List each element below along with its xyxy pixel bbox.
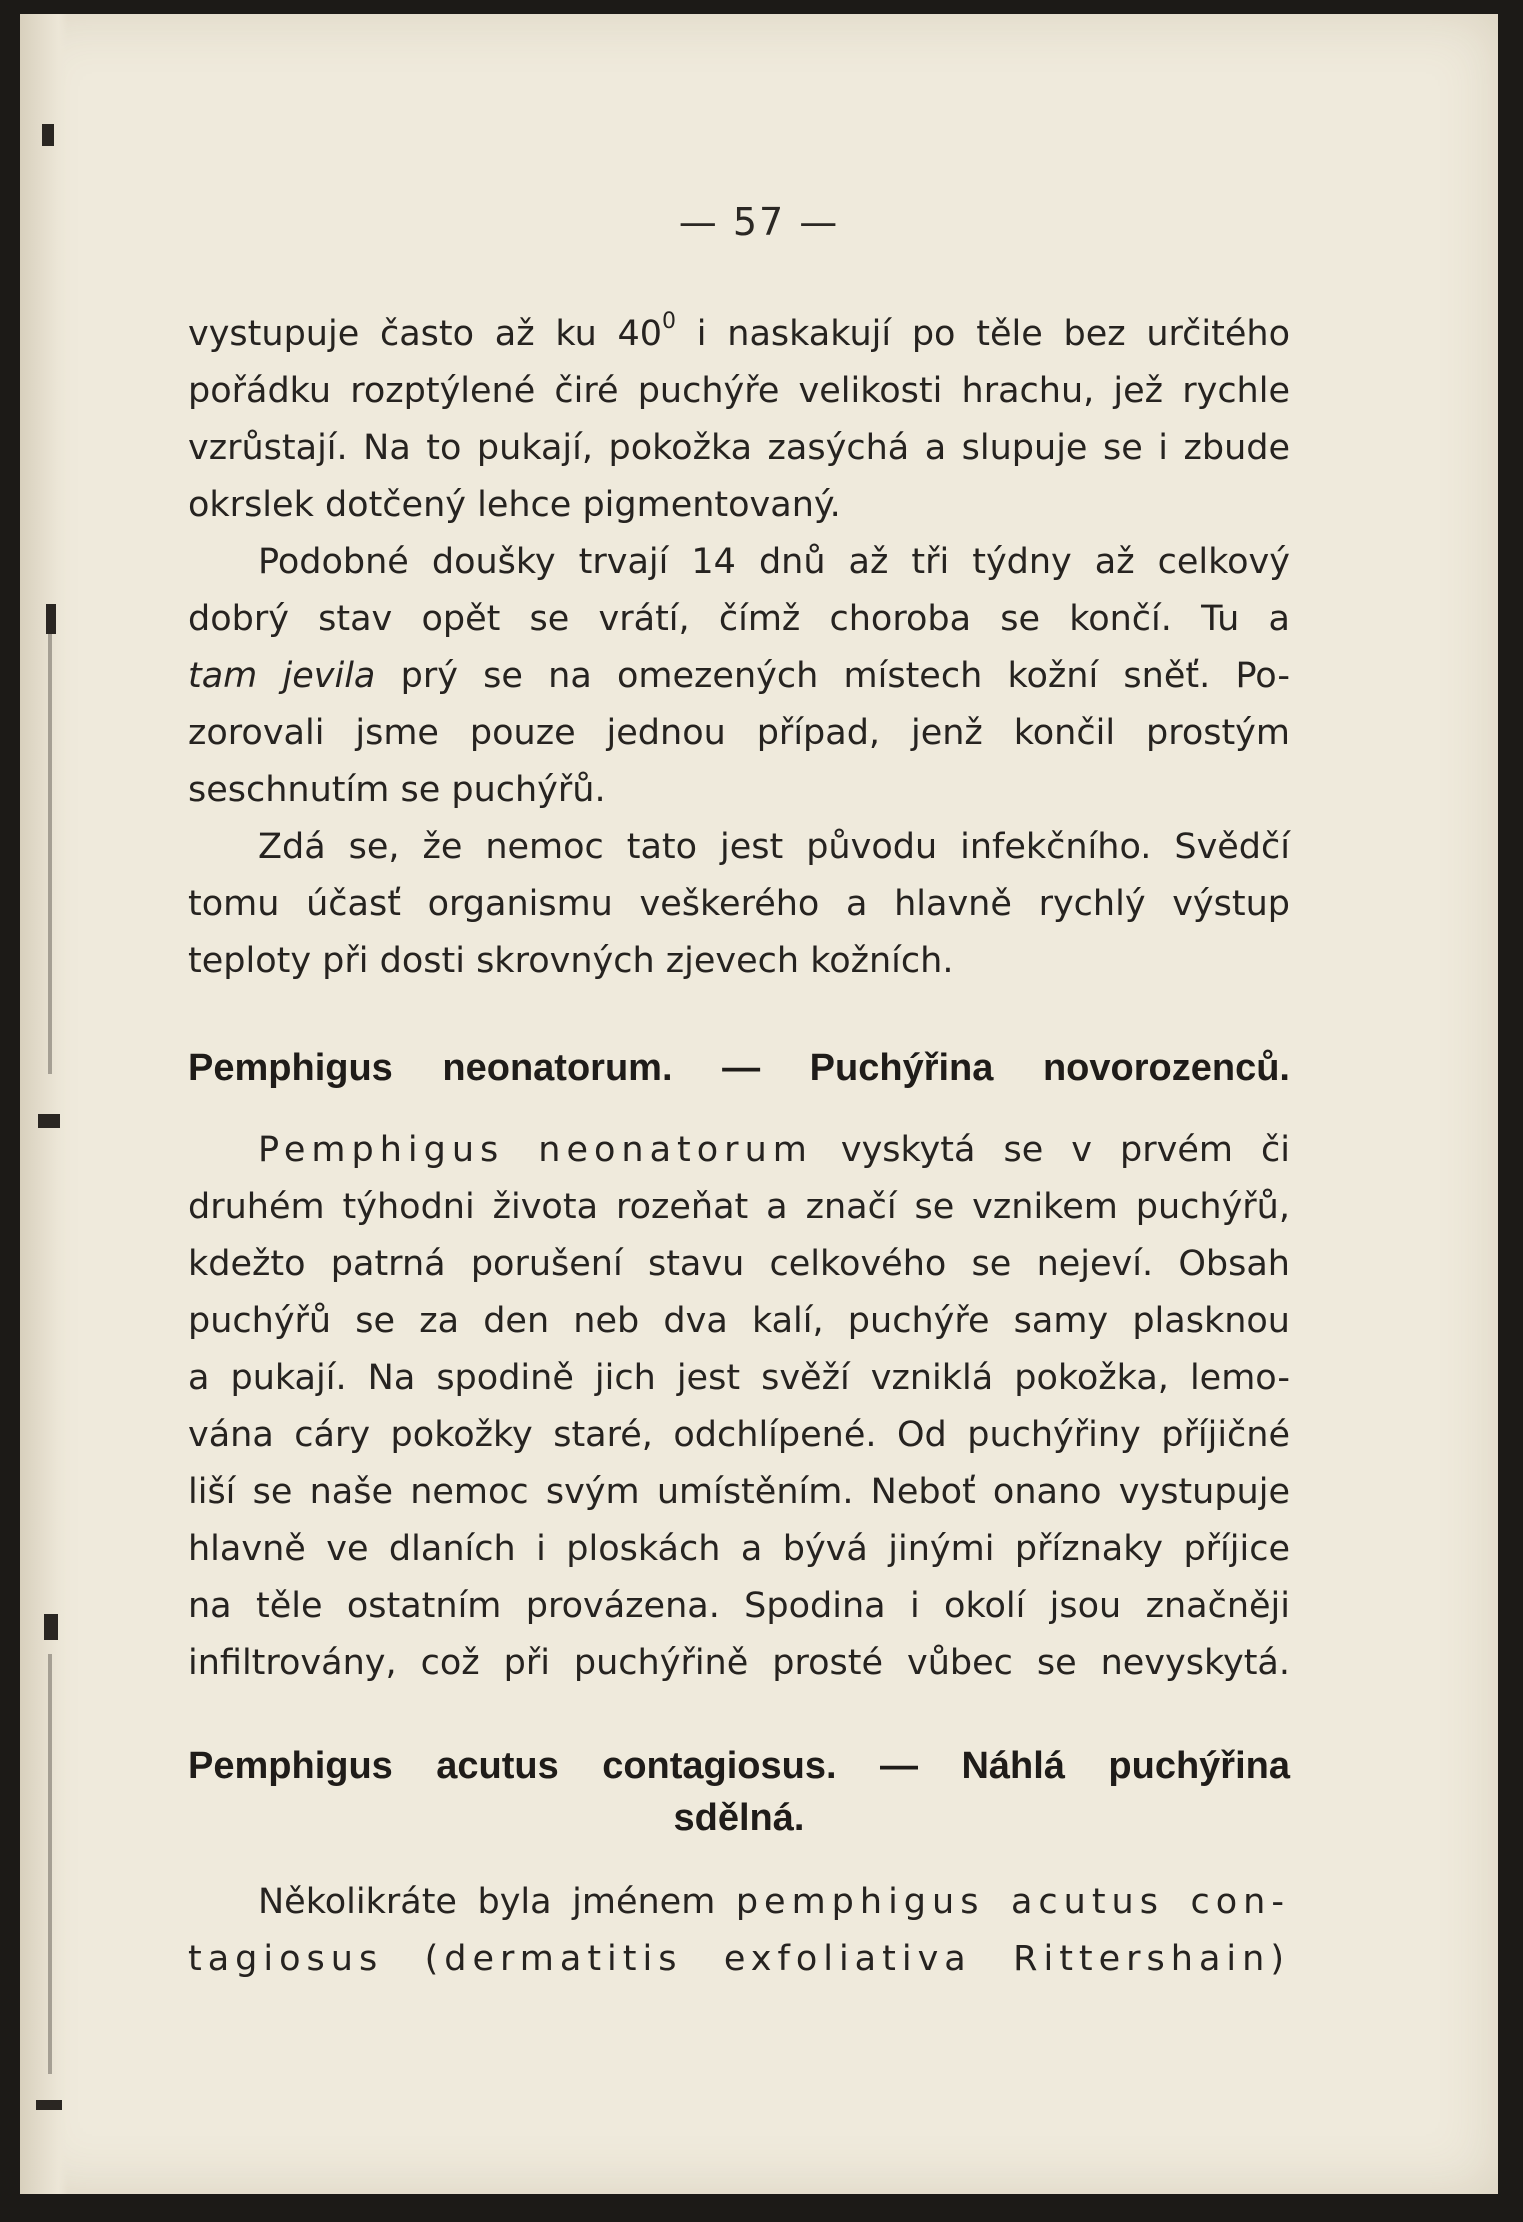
heading-text: Pemphigus acutus contagiosus. — Náhlá puchýřina (188, 1745, 1290, 1787)
pemphigus-neonatorum-paragraph (188, 1122, 1290, 1692)
text-line: na těle ostatním provázena. Spodina i okolí jsou značněji (188, 1586, 1290, 1626)
heading-text: sdělná. (673, 1797, 805, 1839)
binding-stitch-line (48, 634, 52, 1074)
text-line: seschnutím se puchýřů. (188, 770, 606, 810)
pemphigus-acutus-paragraph (188, 1874, 1290, 1988)
text-line: Několikráte byla jménem pemphigus acutus con- (258, 1882, 1290, 1922)
text-line: tam jevila prý se na omezených místech kožní sněť. Po- (188, 656, 1291, 696)
text-line: dobrý stav opět se vrátí, čímž choroba se končí. Tu a (188, 599, 1290, 639)
text-line: tomu účasť organismu veškerého a hlavně rychlý výstup (188, 884, 1290, 924)
binding-thread-mark (46, 604, 56, 634)
section-heading-pemphigus-acutus (188, 1740, 1290, 1844)
text-line: liší se naše nemoc svým umístěním. Neboť onano vystupuje (188, 1472, 1290, 1512)
text-line: Zdá se, že nemoc tato jest původu infekčního. Svědčí (258, 827, 1290, 867)
text-line: vána cáry pokožky staré, odchlípené. Od puchýřiny příjičné (188, 1415, 1290, 1455)
binding-thread-mark (36, 2100, 62, 2110)
section-heading-pemphigus-neonatorum (188, 1042, 1290, 1094)
text-line: puchýřů se za den neb dva kalí, puchýře samy plasknou (188, 1301, 1290, 1341)
text-line: teploty při dosti skrovných zjevech kožních. (188, 941, 954, 981)
text-line: okrslek dotčený lehce pigmentovaný. (188, 485, 841, 525)
text-line: vystupuje často až ku $40^0$ i naskakují po těle bez určitého (188, 309, 1290, 354)
text-line: hlavně ve dlaních i ploskách a bývá jinými příznaky příjice (188, 1529, 1290, 1569)
binding-thread-mark (44, 1614, 58, 1640)
binding-thread-mark (38, 1114, 60, 1128)
intro-paragraphs (188, 306, 1290, 990)
text-line: Podobné doušky trvají 14 dnů až tři týdny až celkový (258, 542, 1290, 582)
text-line: zorovali jsme pouze jednou případ, jenž končil prostým (188, 713, 1290, 753)
text-line: infiltrovány, což při puchýřině prosté vůbec se nevyskytá. (188, 1643, 1290, 1683)
text-line: a pukají. Na spodině jich jest svěží vzniklá pokožka, lemo- (188, 1358, 1290, 1398)
text-line: kdežto patrná porušení stavu celkového se nejeví. Obsah (188, 1244, 1290, 1284)
text-line: vzrůstají. Na to pukají, pokožka zasýchá a slupuje se i zbude (188, 428, 1290, 468)
page-binding-edge (20, 14, 68, 2194)
heading-text: Pemphigus neonatorum. — Puchýřina novorozenců. (188, 1047, 1290, 1089)
binding-stitch-line (48, 1654, 52, 2074)
text-line: druhém týhodni života rozeňat a značí se vznikem puchýřů, (188, 1187, 1290, 1227)
binding-thread-mark (42, 124, 54, 146)
text-line: tagiosus (dermatitis exfoliativa Rittershain) (188, 1939, 1290, 1979)
text-line: pořádku rozptýlené čiré puchýře velikosti hrachu, jež rychle (188, 371, 1290, 411)
text-line: Pemphigus neonatorum vyskytá se v prvém či (258, 1130, 1290, 1170)
book-page (20, 14, 1498, 2194)
page-number: — 57 — (678, 200, 840, 244)
